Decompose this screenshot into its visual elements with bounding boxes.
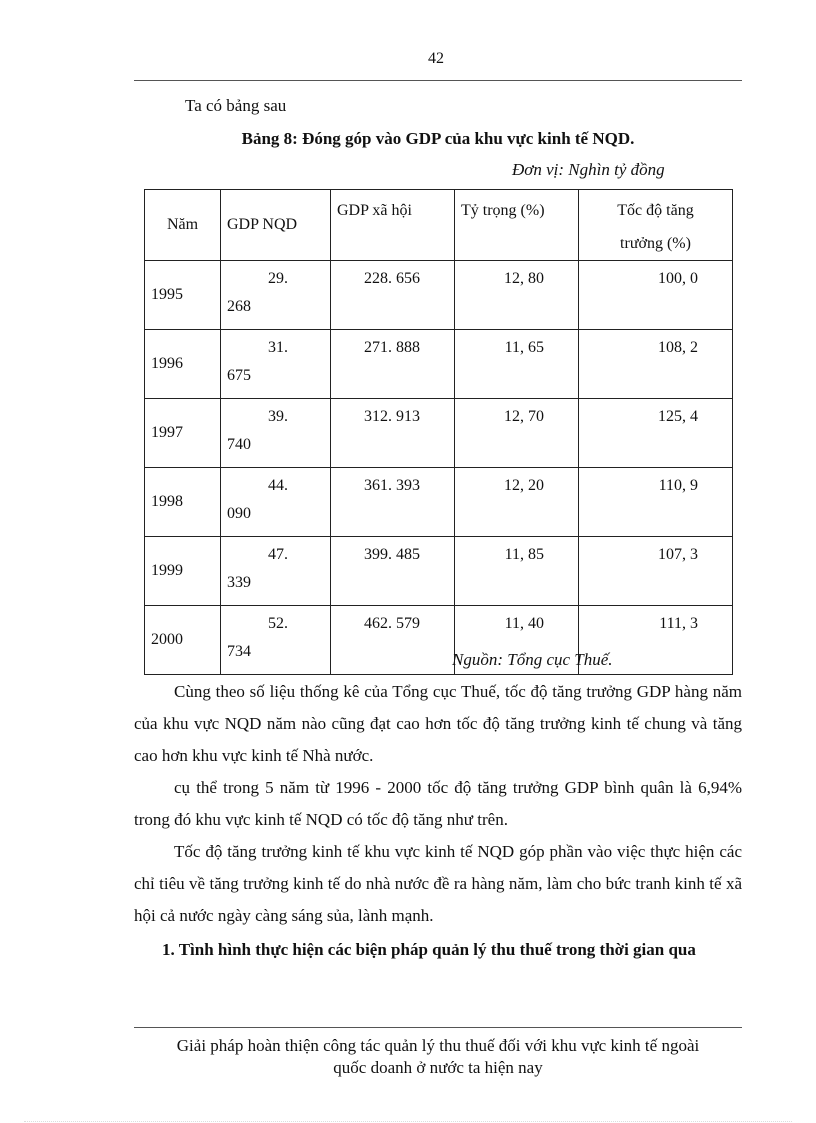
cell-year: 1998: [145, 468, 221, 537]
cell-gdp-nqd: [221, 330, 331, 399]
gdp-table: [144, 189, 733, 675]
cell-growth: 125, 4: [579, 399, 733, 468]
cell-year: 1997: [145, 399, 221, 468]
cell-share: 11, 85: [455, 537, 579, 606]
cell-gdp-nqd: [221, 606, 331, 675]
cell-growth: 100, 0: [579, 261, 733, 330]
cell-growth: 110, 9: [579, 468, 733, 537]
cell-gdp-nqd-part2: 339: [227, 574, 251, 591]
footer-rule: [134, 1027, 742, 1028]
cell-gdp-society: 361. 393: [331, 468, 455, 537]
cell-gdp-nqd-part2: 090: [227, 505, 251, 522]
cell-gdp-nqd-part2: 675: [227, 367, 251, 384]
header-year: Năm: [145, 190, 221, 261]
cell-gdp-nqd-part1: 39.: [268, 408, 288, 425]
page-footer: [134, 1035, 742, 1079]
cell-year: 1996: [145, 330, 221, 399]
cell-gdp-society: 399. 485: [331, 537, 455, 606]
cell-share: 11, 65: [455, 330, 579, 399]
cell-gdp-nqd-part1: 52.: [268, 615, 288, 632]
header-gdp-nqd: GDP NQD: [221, 190, 331, 261]
unit-note: Đơn vị: Nghìn tỷ đồng: [512, 160, 665, 179]
cell-growth: 111, 3: [579, 606, 733, 675]
body-text: [134, 676, 742, 932]
header-share-label: Tỷ trọng (%): [461, 202, 545, 219]
table-row: [145, 261, 733, 330]
table-row: [145, 330, 733, 399]
cell-share: 11, 40: [455, 606, 579, 675]
cell-growth: 108, 2: [579, 330, 733, 399]
page-number: 42: [428, 50, 444, 67]
header-growth-line1: Tốc độ tăng: [617, 202, 694, 219]
cell-gdp-nqd: [221, 399, 331, 468]
cell-share: 12, 80: [455, 261, 579, 330]
cell-year: 2000: [145, 606, 221, 675]
cell-share: 12, 20: [455, 468, 579, 537]
header-rule: [134, 80, 742, 81]
header-growth: [579, 190, 733, 261]
cell-gdp-nqd-part1: 47.: [268, 546, 288, 563]
table-row: [145, 537, 733, 606]
paragraph: cụ thể trong 5 năm từ 1996 - 2000 tốc độ tăng trưởng GDP bình quân là 6,94% trong đó khu vực kinh tế NQD có tốc độ tăng như trên.: [134, 778, 742, 829]
cell-year: 1999: [145, 537, 221, 606]
cell-gdp-nqd-part1: 31.: [268, 339, 288, 356]
header-growth-line2: trưởng (%): [620, 235, 691, 252]
footer-line-2: quốc doanh ở nước ta hiện nay: [333, 1058, 543, 1077]
cell-gdp-nqd: [221, 537, 331, 606]
cell-gdp-society: 271. 888: [331, 330, 455, 399]
header-gdp-society-label: GDP xã hội: [337, 202, 412, 219]
cell-gdp-nqd: [221, 468, 331, 537]
footer-line-1: Giải pháp hoàn thiện công tác quản lý thu thuế đối với khu vực kinh tế ngoài: [176, 1036, 700, 1055]
source-note: Nguồn: Tổng cục Thuế.: [452, 650, 613, 669]
table-row: [145, 606, 733, 675]
cell-gdp-society: 228. 656: [331, 261, 455, 330]
table-row: [145, 399, 733, 468]
paragraph: Cùng theo số liệu thống kê của Tổng cục Thuế, tốc độ tăng trưởng GDP hàng năm của khu vực NQD năm nào cũng đạt cao hơn tốc độ tăng trưởng kinh tế chung và tăng cao hơn khu vực kinh tế Nhà nước.: [134, 682, 742, 765]
cell-year: 1995: [145, 261, 221, 330]
section-heading: 1. Tình hình thực hiện các biện pháp quản lý thu thuế trong thời gian qua: [162, 940, 696, 959]
header-share: [455, 190, 579, 261]
paragraph: Tốc độ tăng trưởng kinh tế khu vực kinh tế NQD góp phần vào việc thực hiện các chỉ tiêu về tăng trưởng kinh tế do nhà nước đề ra hàng năm, làm cho bức tranh kinh tế xã hội cả nước ngày càng sáng sủa, lành mạnh.: [134, 842, 742, 925]
page-edge-line: [24, 1121, 792, 1122]
cell-gdp-nqd-part2: 268: [227, 298, 251, 315]
cell-gdp-nqd-part1: 29.: [268, 270, 288, 287]
cell-gdp-nqd-part2: 740: [227, 436, 251, 453]
cell-gdp-nqd-part2: 734: [227, 643, 251, 660]
intro-text: Ta có bảng sau: [185, 96, 287, 115]
cell-growth: 107, 3: [579, 537, 733, 606]
header-gdp-society: [331, 190, 455, 261]
table-row: [145, 468, 733, 537]
table-header-row: [145, 190, 733, 261]
cell-gdp-nqd: [221, 261, 331, 330]
cell-gdp-nqd-part1: 44.: [268, 477, 288, 494]
cell-share: 12, 70: [455, 399, 579, 468]
table-title: Bảng 8: Đóng góp vào GDP của khu vực kinh tế NQD.: [241, 129, 635, 148]
cell-gdp-society: 462. 579: [331, 606, 455, 675]
cell-gdp-society: 312. 913: [331, 399, 455, 468]
